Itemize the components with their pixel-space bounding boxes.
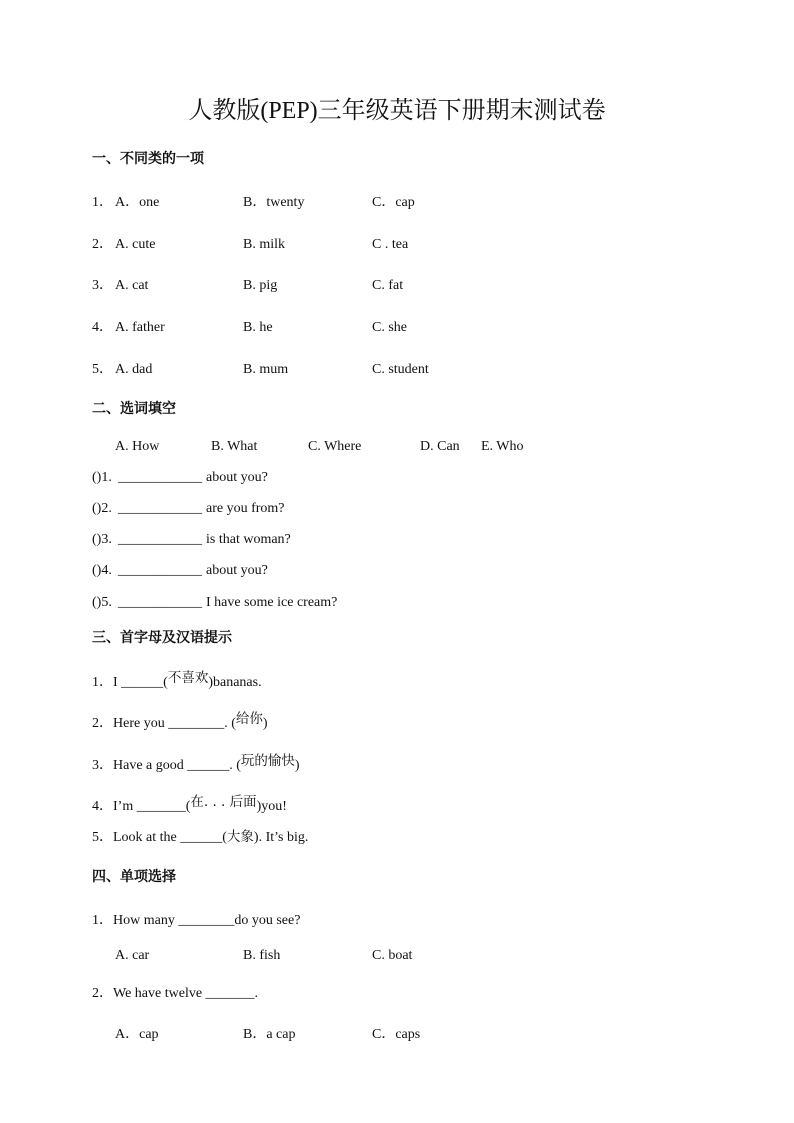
question-text: ) bbox=[262, 716, 268, 731]
fill-number: ()3. bbox=[92, 532, 112, 547]
sentence-text: about you? bbox=[206, 470, 268, 485]
option-c: C．cap bbox=[372, 195, 415, 210]
hint-question bbox=[92, 828, 308, 847]
chinese-hint: 给你 bbox=[235, 711, 263, 727]
question-number: 2． bbox=[92, 237, 113, 252]
chinese-hint: 大象 bbox=[226, 829, 254, 845]
question-text: 5．Look at the ______( bbox=[92, 830, 227, 845]
answer-blank: ____________ bbox=[118, 532, 202, 547]
question-stem: 2．We have twelve _______. bbox=[92, 986, 259, 1001]
option-a: A. car bbox=[115, 948, 150, 963]
option-c: C．caps bbox=[372, 1027, 421, 1042]
option-a: A. cat bbox=[115, 278, 149, 293]
answer-blank: ____________ bbox=[118, 563, 202, 578]
question-number: 3． bbox=[92, 278, 113, 293]
question-text: 1．I ______( bbox=[92, 675, 168, 690]
answer-blank: ____________ bbox=[118, 501, 202, 516]
fill-number: ()2. bbox=[92, 501, 112, 516]
question-number: 5． bbox=[92, 362, 113, 377]
question-number: 4． bbox=[92, 320, 113, 335]
option-c: C. student bbox=[372, 362, 429, 377]
sentence-text: is that woman? bbox=[206, 532, 291, 547]
question-text: 4．I’m _______( bbox=[92, 799, 191, 814]
option-a: A．cap bbox=[115, 1027, 159, 1042]
option-b: B．a cap bbox=[243, 1027, 296, 1042]
word-option: D. Can bbox=[420, 439, 460, 454]
option-b: B. he bbox=[243, 320, 273, 335]
question-stem: 1．How many ________do you see? bbox=[92, 913, 301, 928]
fill-number: ()5. bbox=[92, 595, 112, 610]
option-c: C. she bbox=[372, 320, 407, 335]
section-1-heading: 一、不同类的一项 bbox=[92, 151, 204, 167]
chinese-hint: 不喜欢 bbox=[167, 670, 209, 686]
hint-question bbox=[92, 753, 300, 775]
word-option: C. Where bbox=[308, 439, 362, 454]
chinese-hint: 玩的愉快 bbox=[240, 753, 295, 769]
section-4-heading: 四、单项选择 bbox=[92, 869, 176, 885]
question-number: 1． bbox=[92, 195, 113, 210]
answer-blank: ____________ bbox=[118, 595, 202, 610]
option-b: B. mum bbox=[243, 362, 289, 377]
question-text: 3．Have a good ______. ( bbox=[92, 758, 241, 773]
option-b: B. fish bbox=[243, 948, 281, 963]
question-text: )you! bbox=[256, 799, 287, 814]
option-c: C. fat bbox=[372, 278, 404, 293]
option-b: B．twenty bbox=[243, 195, 305, 210]
question-text: )bananas. bbox=[208, 675, 262, 690]
option-c: C . tea bbox=[372, 237, 409, 252]
option-c: C. boat bbox=[372, 948, 413, 963]
fill-number: ()4. bbox=[92, 563, 112, 578]
question-text: ). It’s big. bbox=[253, 830, 309, 845]
chinese-hint: 在. . . 后面 bbox=[190, 794, 257, 810]
option-b: B. pig bbox=[243, 278, 278, 293]
hint-question bbox=[92, 711, 268, 733]
answer-blank: ____________ bbox=[118, 470, 202, 485]
hint-question bbox=[92, 670, 262, 692]
option-a: A．one bbox=[115, 195, 160, 210]
page-title: 人教版(PEP)三年级英语下册期末测试卷 bbox=[188, 98, 606, 124]
option-a: A. dad bbox=[115, 362, 153, 377]
fill-number: ()1. bbox=[92, 470, 112, 485]
sentence-text: about you? bbox=[206, 563, 268, 578]
sentence-text: are you from? bbox=[206, 501, 285, 516]
word-option: B. What bbox=[211, 439, 258, 454]
option-a: A. cute bbox=[115, 237, 156, 252]
section-3-heading: 三、首字母及汉语提示 bbox=[92, 630, 232, 646]
question-text: ) bbox=[294, 758, 300, 773]
word-option: E. Who bbox=[481, 439, 524, 454]
hint-question bbox=[92, 794, 287, 816]
word-option: A. How bbox=[115, 439, 160, 454]
option-b: B. milk bbox=[243, 237, 286, 252]
section-2-heading: 二、选词填空 bbox=[92, 401, 176, 417]
sentence-text: I have some ice cream? bbox=[206, 595, 338, 610]
question-text: 2．Here you ________. ( bbox=[92, 716, 236, 731]
option-a: A. father bbox=[115, 320, 165, 335]
